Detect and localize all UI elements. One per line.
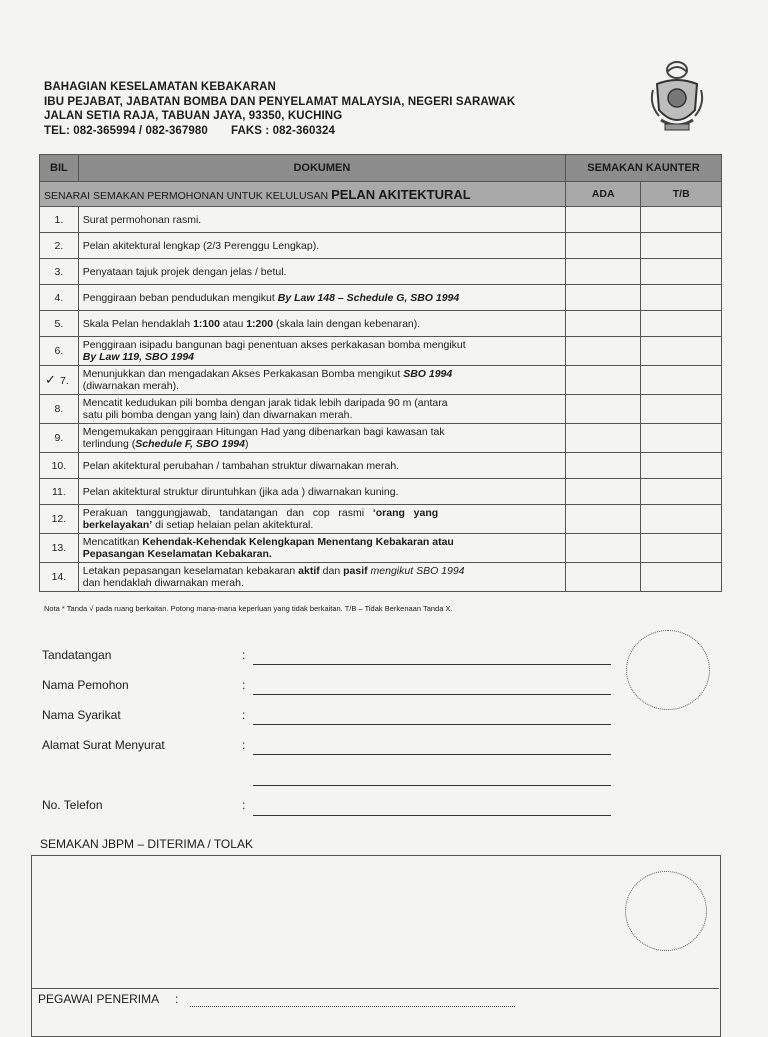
tb-checkbox[interactable] (641, 453, 722, 479)
tb-checkbox[interactable] (641, 534, 722, 563)
jbpm-divider (31, 988, 719, 989)
address-colon: : (242, 738, 246, 752)
tb-checkbox[interactable] (641, 233, 722, 259)
checklist-subheader: SENARAI SEMAKAN PERMOHONAN UNTUK KELULUSAN PELAN AKITEKTURAL (40, 182, 566, 207)
receiving-officer-label: PEGAWAI PENERIMA (38, 992, 160, 1006)
checklist-row: 1. Surat permohonan rasmi. (40, 207, 722, 233)
ada-checkbox[interactable] (566, 366, 641, 395)
col-header-tb: T/B (641, 182, 722, 207)
phone-field[interactable] (253, 814, 611, 816)
phone-colon: : (242, 798, 246, 812)
ada-checkbox[interactable] (566, 479, 641, 505)
phone-label: No. Telefon (42, 798, 103, 812)
company-name-colon: : (242, 708, 246, 722)
tb-checkbox[interactable] (641, 505, 722, 534)
jbpm-verification-box[interactable] (31, 855, 721, 1037)
tb-checkbox[interactable] (641, 479, 722, 505)
jbpm-verification-title: SEMAKAN JBPM – DITERIMA / TOLAK (40, 837, 253, 851)
bomba-crest-icon (645, 60, 709, 136)
tb-checkbox[interactable] (641, 259, 722, 285)
headquarters-name: IBU PEJABAT, JABATAN BOMBA DAN PENYELAMAT MALAYSIA, NEGERI SARAWAK (44, 95, 516, 108)
company-name-label: Nama Syarikat (42, 708, 121, 722)
ada-checkbox[interactable] (566, 207, 641, 233)
ada-checkbox[interactable] (566, 424, 641, 453)
address-field-line-1[interactable] (253, 753, 611, 755)
address-field-line-2[interactable] (253, 784, 611, 786)
applicant-name-colon: : (242, 678, 246, 692)
jbpm-stamp-area[interactable] (625, 871, 707, 951)
ada-checkbox[interactable] (566, 311, 641, 337)
checklist-row: 14. Letakan pepasangan keselamatan kebakaran aktif dan pasif mengikut SBO 1994 dan hendaklah diwarnakan merah. (40, 563, 722, 592)
signature-label: Tandatangan (42, 648, 112, 662)
signature-colon: : (242, 648, 246, 662)
checklist-row: 8. Mencatit kedudukan pili bomba dengan jarak tidak lebih daripada 90 m (antara satu pili bomba dengan yang lain) dan diwarnakan merah. (40, 395, 722, 424)
ada-checkbox[interactable] (566, 337, 641, 366)
receiving-officer-colon: : (175, 992, 179, 1006)
tb-checkbox[interactable] (641, 395, 722, 424)
col-header-dokumen: DOKUMEN (78, 155, 565, 182)
applicant-name-field[interactable] (253, 693, 611, 695)
ada-checkbox[interactable] (566, 395, 641, 424)
ada-checkbox[interactable] (566, 285, 641, 311)
ada-checkbox[interactable] (566, 233, 641, 259)
tb-checkbox[interactable] (641, 285, 722, 311)
tb-checkbox[interactable] (641, 424, 722, 453)
tb-checkbox[interactable] (641, 563, 722, 592)
col-header-ada: ADA (566, 182, 641, 207)
company-stamp-area[interactable] (626, 630, 710, 710)
tb-checkbox[interactable] (641, 366, 722, 395)
checklist-row: 9. Mengemukakan penggiraan Hitungan Had yang dibenarkan bagi kawasan tak terlindung (Schedule F, SBO 1994) (40, 424, 722, 453)
department-name: BAHAGIAN KESELAMATAN KEBAKARAN (44, 81, 276, 93)
ada-checkbox[interactable] (566, 259, 641, 285)
company-name-field[interactable] (253, 723, 611, 725)
ada-checkbox[interactable] (566, 505, 641, 534)
ada-checkbox[interactable] (566, 453, 641, 479)
tb-checkbox[interactable] (641, 337, 722, 366)
checklist-row: 5. Skala Pelan hendaklah 1:100 atau 1:200 (skala lain dengan kebenaran). (40, 311, 722, 337)
receiving-officer-field[interactable] (190, 1006, 515, 1007)
tb-checkbox[interactable] (641, 207, 722, 233)
checklist-row: 4. Penggiraan beban pendudukan mengikut By Law 148 – Schedule G, SBO 1994 (40, 285, 722, 311)
signature-field[interactable] (253, 663, 611, 665)
address-label: Alamat Surat Menyurat (42, 738, 165, 752)
checklist-row: 13. Mencatitkan Kehendak-Kehendak Kelengkapan Menentang Kebakaran atau Pepasangan Keselamatan Kebakaran. (40, 534, 722, 563)
ada-checkbox[interactable] (566, 534, 641, 563)
handwritten-check-icon: ✓ (45, 372, 56, 387)
col-header-bil: BIL (40, 155, 79, 182)
checklist-row: 3. Penyataan tajuk projek dengan jelas / betul. (40, 259, 722, 285)
checklist-row: 11. Pelan akitektural struktur diruntuhkan (jika ada ) diwarnakan kuning. (40, 479, 722, 505)
checklist-title: PELAN AKITEKTURAL (331, 186, 471, 202)
tb-checkbox[interactable] (641, 311, 722, 337)
checklist-row: 6. Penggiraan isipadu bangunan bagi penentuan akses perkakasan bomba mengikut By Law 119, SBO 1994 (40, 337, 722, 366)
footnote: Nota * Tanda √ pada ruang berkaitan. Potong mana-mana keperluan yang tidak berkaitan. T/B – Tidak Berkenaan Tanda X. (44, 604, 453, 613)
letterhead (44, 80, 515, 138)
checklist-row: ✓ 7. Menunjukkan dan mengadakan Akses Perkakasan Bomba mengikut SBO 1994 (diwarnakan merah). (40, 366, 722, 395)
checklist-row: 12. Perakuan tanggungjawab, tandatangan dan cop rasmi ‘orang yang berkelayakan’ di setiap helaian pelan akitektural. (40, 505, 722, 534)
ada-checkbox[interactable] (566, 563, 641, 592)
checklist-row: 2. Pelan akitektural lengkap (2/3 Perenggu Lengkap). (40, 233, 722, 259)
contact-line: TEL: 082-365994 / 082-367980 FAKS : 082-360324 (44, 124, 335, 137)
col-header-semakan-kaunter: SEMAKAN KAUNTER (566, 155, 722, 182)
address-line: JALAN SETIA RAJA, TABUAN JAYA, 93350, KUCHING (44, 110, 343, 122)
applicant-name-label: Nama Pemohon (42, 678, 129, 692)
checklist-table (39, 154, 722, 592)
checklist-row: 10. Pelan akitektural perubahan / tambahan struktur diwarnakan merah. (40, 453, 722, 479)
